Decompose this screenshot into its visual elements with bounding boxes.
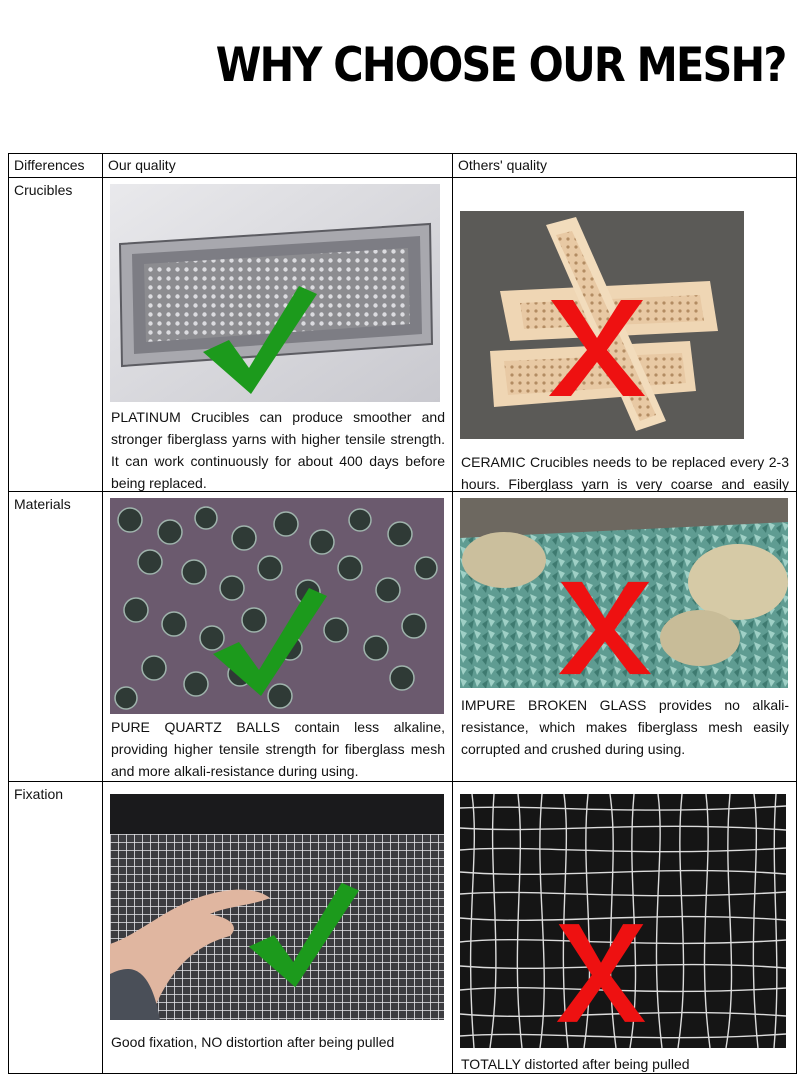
cross-icon — [555, 920, 647, 1026]
table-header-row — [9, 154, 797, 178]
row-label-materials: Materials — [9, 492, 103, 782]
our-quality-caption: PURE QUARTZ BALLS contain less alkaline, providing higher tensile strength for fiberglass mesh and more alkali-resistance during using. — [111, 719, 445, 779]
check-icon — [209, 584, 329, 700]
our-quality-cell — [103, 492, 453, 782]
others-quality-caption: IMPURE BROKEN GLASS provides no alkali-resistance, which makes fiberglass mesh easily corrupted and crushed during using. — [461, 697, 789, 757]
our-quality-cell — [103, 178, 453, 492]
cross-icon — [557, 576, 653, 680]
our-quality-caption: PLATINUM Crucibles can produce smoother and stronger fiberglass yarns with higher tensile strength. It can work continuously for about 400 days before being replaced. — [111, 409, 445, 491]
row-label-crucibles: Crucibles — [9, 178, 103, 492]
others-quality-caption: TOTALLY distorted after being pulled — [461, 1056, 690, 1072]
row-label-fixation: Fixation — [9, 782, 103, 1074]
comparison-table — [8, 153, 797, 1074]
header-differences: Differences — [9, 154, 103, 178]
others-quality-cell — [453, 492, 797, 782]
table-row — [9, 782, 797, 1074]
others-quality-cell — [453, 178, 797, 492]
others-quality-caption: CERAMIC Crucibles needs to be replaced every 2-3 hours. Fiberglass yarn is very coarse and easily — [461, 454, 789, 492]
table-row — [9, 492, 797, 782]
our-quality-cell — [103, 782, 453, 1074]
cross-icon — [547, 296, 647, 400]
check-icon — [199, 282, 319, 398]
our-quality-caption: Good fixation, NO distortion after being pulled — [111, 1034, 395, 1050]
table-row — [9, 178, 797, 492]
others-quality-cell — [453, 782, 797, 1074]
header-our-quality: Our quality — [103, 154, 453, 178]
header-others-quality: Others' quality — [453, 154, 797, 178]
page-title: WHY CHOOSE OUR MESH? — [216, 38, 786, 93]
check-icon — [245, 878, 361, 992]
